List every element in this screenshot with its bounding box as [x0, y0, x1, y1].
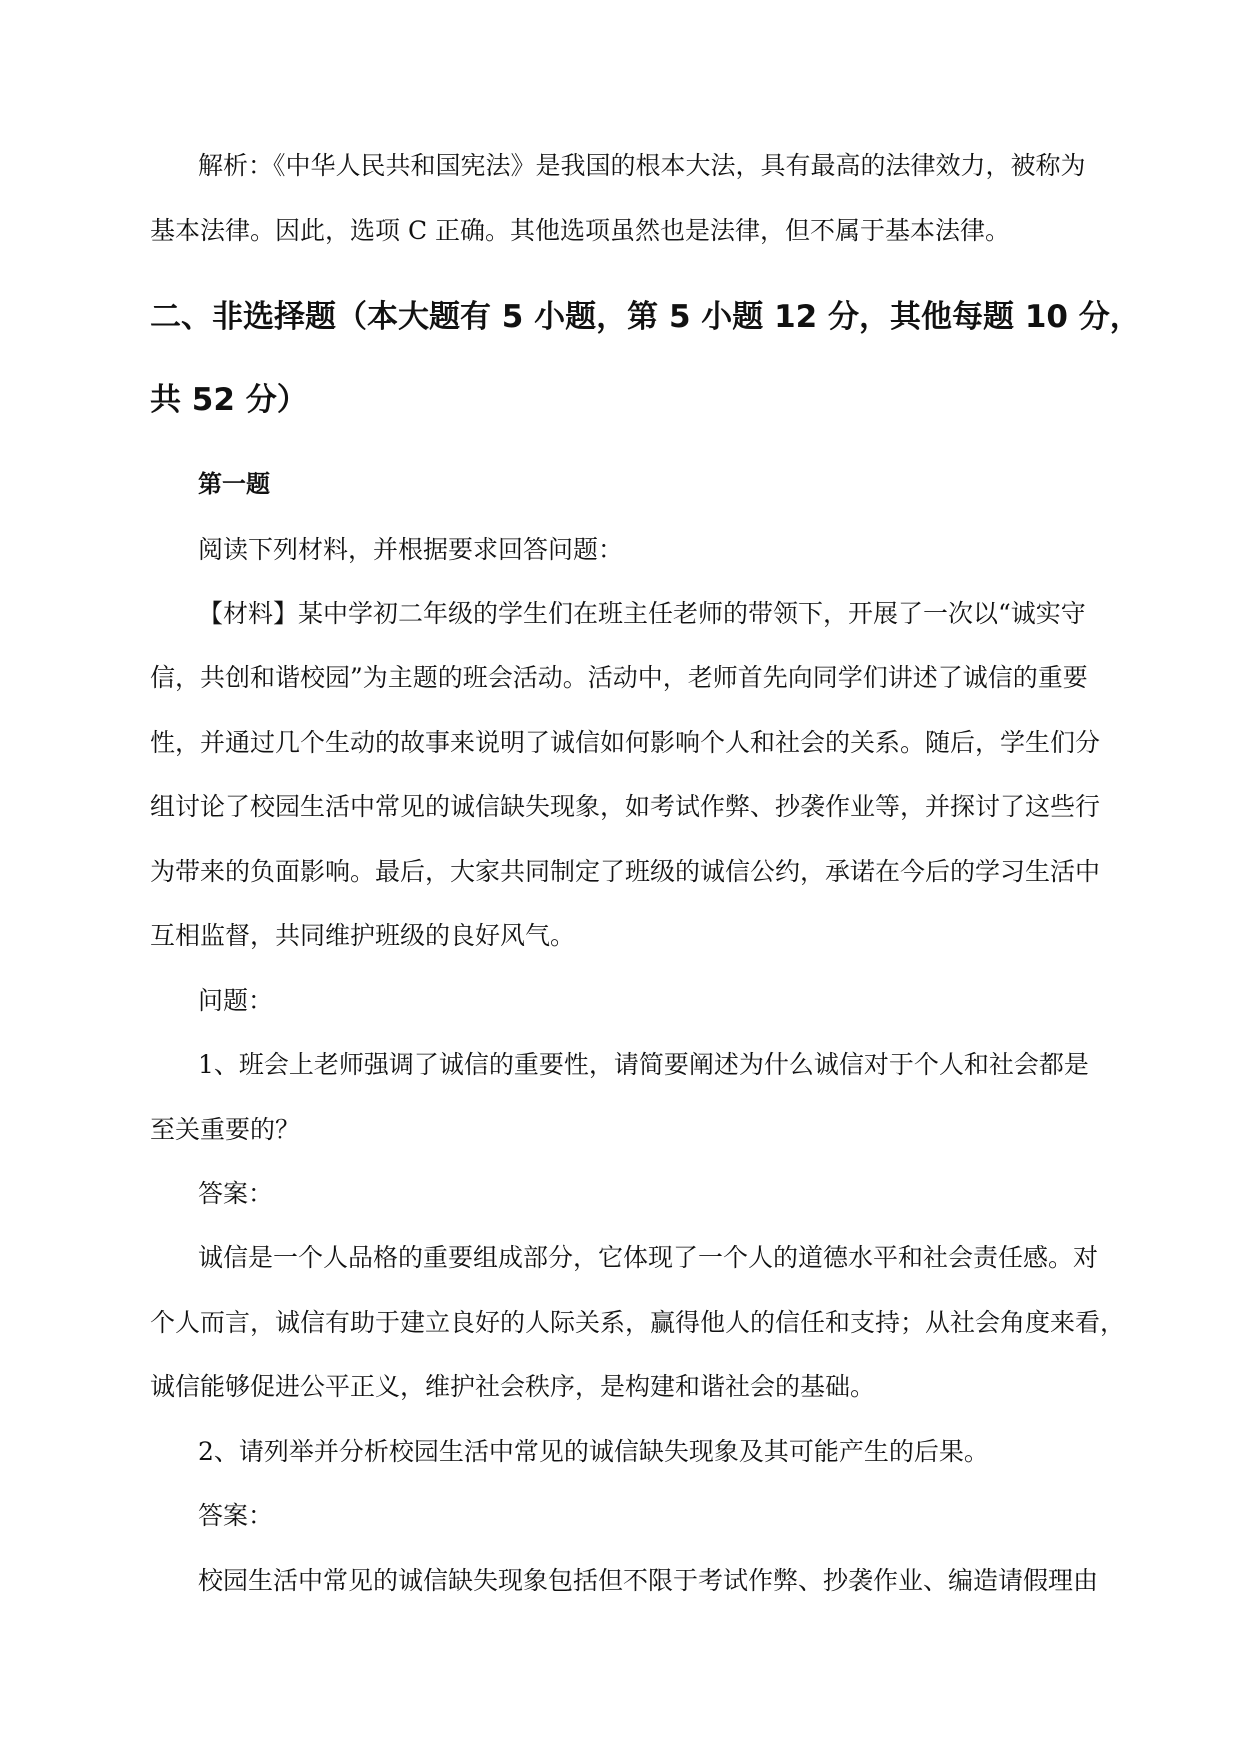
answer-label: 答案：	[198, 1179, 274, 1208]
question-1-line: 至关重要的？	[150, 1115, 301, 1144]
section-heading-line-2: 共 52 分）	[150, 382, 308, 418]
answer-label: 答案：	[198, 1501, 274, 1530]
answer-1-line: 个人而言，诚信有助于建立良好的人际关系，赢得他人的信任和支持；从社会角度来看，	[150, 1308, 1126, 1337]
material-line: 性，并通过几个生动的故事来说明了诚信如何影响个人和社会的关系。随后，学生们分	[150, 728, 1101, 757]
material-line: 为带来的负面影响。最后，大家共同制定了班级的诚信公约，承诺在今后的学习生活中	[150, 857, 1101, 886]
question-2-line: 2、请列举并分析校园生活中常见的诚信缺失现象及其可能产生的后果。	[198, 1437, 989, 1466]
material-line: 【材料】某中学初二年级的学生们在班主任老师的带领下，开展了一次以“诚实守	[198, 599, 1086, 628]
question-1-line: 1、班会上老师强调了诚信的重要性，请简要阐述为什么诚信对于个人和社会都是	[198, 1050, 1089, 1079]
section-heading-line-1: 二、非选择题（本大题有 5 小题，第 5 小题 12 分，其他每题 10 分，	[150, 299, 1141, 335]
answer-2-line: 校园生活中常见的诚信缺失现象包括但不限于考试作弊、抄袭作业、编造请假理由	[198, 1566, 1099, 1595]
answer-1-line: 诚信能够促进公平正义，维护社会秩序，是构建和谐社会的基础。	[150, 1372, 876, 1401]
analysis-line-2: 基本法律。因此，选项 C 正确。其他选项虽然也是法律，但不属于基本法律。	[150, 216, 1011, 245]
question-title: 第一题	[198, 470, 270, 498]
material-line: 互相监督，共同维护班级的良好风气。	[150, 921, 576, 950]
material-line: 组讨论了校园生活中常见的诚信缺失现象，如考试作弊、抄袭作业等，并探讨了这些行	[150, 792, 1101, 821]
analysis-line-1: 解析：《中华人民共和国宪法》是我国的根本大法，具有最高的法律效力，被称为	[198, 151, 1086, 180]
instruction: 阅读下列材料，并根据要求回答问题：	[198, 535, 624, 564]
answer-1-line: 诚信是一个人品格的重要组成部分，它体现了一个人的道德水平和社会责任感。对	[198, 1243, 1099, 1272]
material-line: 信，共创和谐校园”为主题的班会活动。活动中，老师首先向同学们讲述了诚信的重要	[150, 663, 1088, 692]
questions-label: 问题：	[198, 986, 274, 1015]
